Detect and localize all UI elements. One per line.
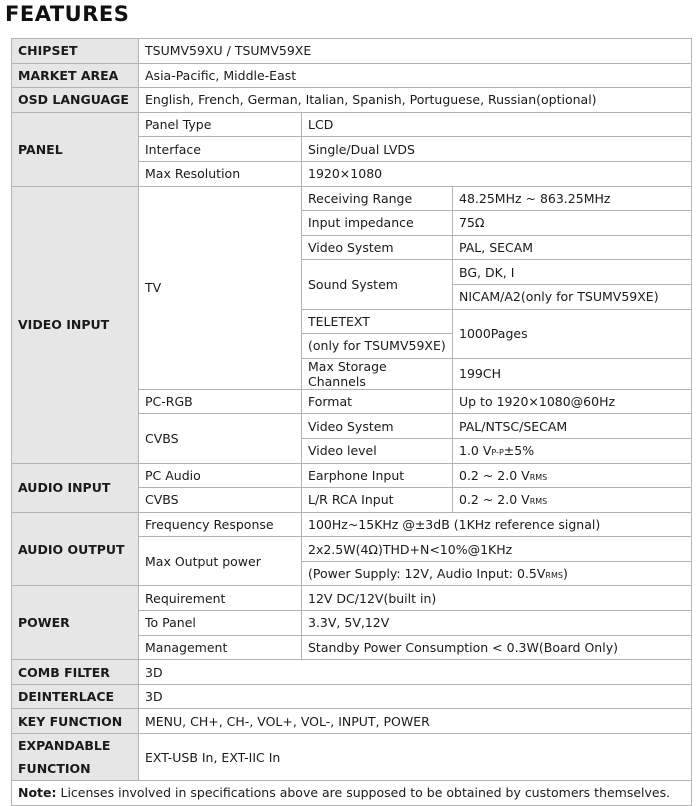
frequency-response-value: 100Hz~15KHz @±3dB (1KHz reference signal) xyxy=(302,512,692,537)
osd-language-value: English, French, German, Italian, Spanish, Portuguese, Russian(optional) xyxy=(139,88,692,113)
power-note-main: (Power Supply: 12V, Audio Input: 0.5V xyxy=(308,566,546,582)
table-row xyxy=(12,709,692,734)
deinterlace-value: 3D xyxy=(139,684,692,709)
earphone-main: 0.2 ~ 2.0 V xyxy=(459,467,530,483)
tv-label: TV xyxy=(139,186,302,389)
panel-label: PANEL xyxy=(12,112,139,186)
input-impedance-value: 75Ω xyxy=(453,211,692,236)
table-row xyxy=(12,112,692,137)
expandable-line-2: FUNCTION xyxy=(18,761,91,777)
chipset-value: TSUMV59XU / TSUMV59XE xyxy=(139,39,692,64)
earphone-input-label: Earphone Input xyxy=(302,463,453,488)
teletext-value: 1000Pages xyxy=(453,309,692,358)
interface-label: Interface xyxy=(139,137,302,162)
requirement-label: Requirement xyxy=(139,586,302,611)
management-value: Standby Power Consumption < 0.3W(Board Only) xyxy=(302,635,692,660)
table-row xyxy=(12,684,692,709)
comb-filter-value: 3D xyxy=(139,660,692,685)
note-text: Licenses involved in specifications above are supposed to be obtained by customers themselves. xyxy=(56,785,671,801)
panel-type-label: Panel Type xyxy=(139,112,302,137)
pc-audio-label: PC Audio xyxy=(139,463,302,488)
cvbs-video-label: CVBS xyxy=(139,414,302,463)
earphone-input-value xyxy=(453,463,692,488)
max-storage-label: Max Storage Channels xyxy=(302,358,453,389)
page-title: FEATURES xyxy=(5,2,130,26)
input-impedance-label: Input impedance xyxy=(302,211,453,236)
video-level-value xyxy=(453,438,692,463)
note-row xyxy=(12,781,692,806)
sound-system-label: Sound System xyxy=(302,260,453,309)
requirement-value: 12V DC/12V(built in) xyxy=(302,586,692,611)
deinterlace-label: DEINTERLACE xyxy=(12,684,139,709)
pc-rgb-label: PC-RGB xyxy=(139,389,302,414)
note-label: Note: xyxy=(18,785,57,801)
panel-type-value: LCD xyxy=(302,112,692,137)
receiving-range-label: Receiving Range xyxy=(302,186,453,211)
format-label: Format xyxy=(302,389,453,414)
max-resolution-label: Max Resolution xyxy=(139,161,302,186)
rca-sub: RMS xyxy=(529,497,548,507)
tv-video-system-label: Video System xyxy=(302,235,453,260)
rca-input-label: L/R RCA Input xyxy=(302,488,453,513)
table-row xyxy=(12,39,692,64)
expandable-function-value: EXT-USB In, EXT-IIC In xyxy=(139,734,692,781)
audio-output-label: AUDIO OUTPUT xyxy=(12,512,139,586)
format-value: Up to 1920×1080@60Hz xyxy=(453,389,692,414)
max-output-power-value-2 xyxy=(302,561,692,586)
sound-system-value-2: NICAM/A2(only for TSUMV59XE) xyxy=(453,284,692,309)
frequency-response-label: Frequency Response xyxy=(139,512,302,537)
table-row xyxy=(12,88,692,113)
table-row xyxy=(12,186,692,211)
features-table xyxy=(11,38,692,806)
video-level-tail: ±5% xyxy=(503,443,535,459)
market-area-value: Asia-Pacific, Middle-East xyxy=(139,63,692,88)
max-output-power-label: Max Output power xyxy=(139,537,302,586)
cvbs-video-system-label: Video System xyxy=(302,414,453,439)
to-panel-value: 3.3V, 5V,12V xyxy=(302,611,692,636)
key-function-label: KEY FUNCTION xyxy=(12,709,139,734)
audio-input-label: AUDIO INPUT xyxy=(12,463,139,512)
max-storage-value: 199CH xyxy=(453,358,692,389)
cvbs-audio-label: CVBS xyxy=(139,488,302,513)
power-note-tail: ) xyxy=(562,566,568,582)
sound-system-value-1: BG, DK, I xyxy=(453,260,692,285)
interface-value: Single/Dual LVDS xyxy=(302,137,692,162)
rca-main: 0.2 ~ 2.0 V xyxy=(459,492,530,508)
table-row xyxy=(12,781,692,806)
video-level-main: 1.0 V xyxy=(459,443,492,459)
video-input-label: VIDEO INPUT xyxy=(12,186,139,463)
to-panel-label: To Panel xyxy=(139,611,302,636)
management-label: Management xyxy=(139,635,302,660)
teletext-label xyxy=(302,309,453,334)
table-row xyxy=(12,734,692,781)
rca-input-value xyxy=(453,488,692,513)
tv-video-system-value: PAL, SECAM xyxy=(453,235,692,260)
table-row xyxy=(12,512,692,537)
video-level-label: Video level xyxy=(302,438,453,463)
key-function-value: MENU, CH+, CH-, VOL+, VOL-, INPUT, POWER xyxy=(139,709,692,734)
power-note-sub: RMS xyxy=(545,571,563,581)
table-row xyxy=(12,63,692,88)
max-output-power-value-1: 2x2.5W(4Ω)THD+N<10%@1KHz xyxy=(302,537,692,562)
video-level-sub: P-P xyxy=(491,448,504,458)
table-row xyxy=(12,463,692,488)
max-resolution-value: 1920×1080 xyxy=(302,161,692,186)
expandable-function-label xyxy=(12,734,139,781)
power-label: POWER xyxy=(12,586,139,660)
chipset-label: CHIPSET xyxy=(12,39,139,64)
teletext-line-1: TELETEXT xyxy=(308,313,370,329)
osd-language-label: OSD LANGUAGE xyxy=(12,88,139,113)
market-area-label: MARKET AREA xyxy=(12,63,139,88)
table-row xyxy=(12,660,692,685)
earphone-sub: RMS xyxy=(529,472,548,482)
receiving-range-value: 48.25MHz ~ 863.25MHz xyxy=(453,186,692,211)
expandable-line-1: EXPANDABLE xyxy=(18,738,111,754)
comb-filter-label: COMB FILTER xyxy=(12,660,139,685)
table-row xyxy=(12,586,692,611)
cvbs-video-system-value: PAL/NTSC/SECAM xyxy=(453,414,692,439)
teletext-note: (only for TSUMV59XE) xyxy=(302,334,453,359)
